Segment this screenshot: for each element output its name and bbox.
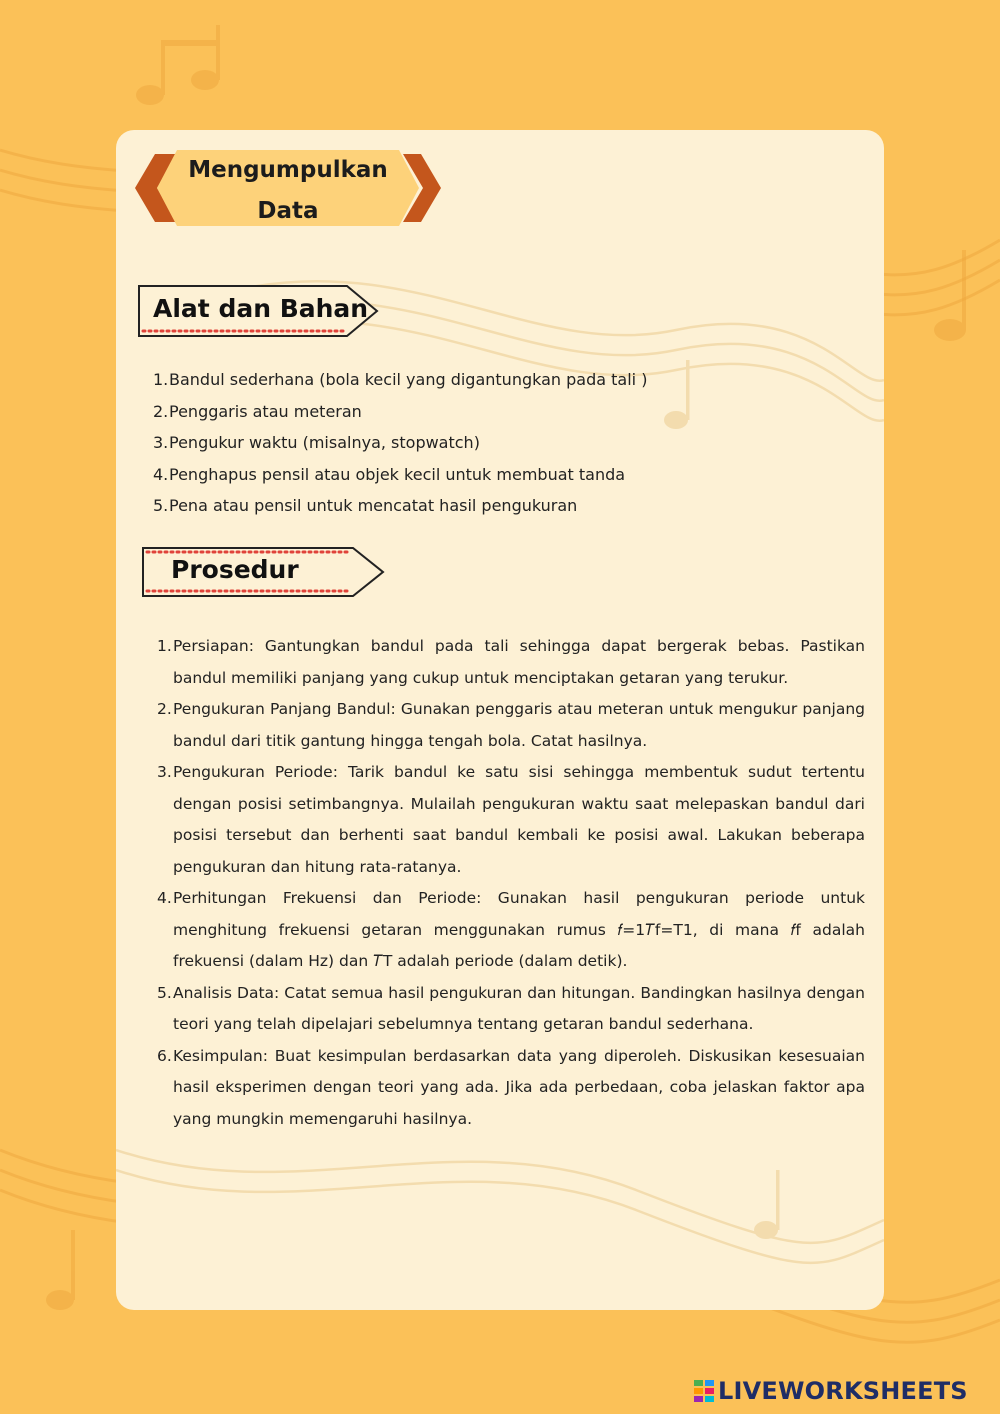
list-item: 5.Pena atau pensil untuk mencatat hasil pengukuran — [153, 496, 578, 515]
prosedur-heading: Prosedur — [171, 555, 299, 584]
list-item: 6. Kesimpulan: Buat kesimpulan berdasarkan data yang diperoleh. Diskusikan kesesuaian hasil eksperimen dengan teori yang ada. Jika ada perbedaan, coba jelaskan faktor apa yang mungkin memengaruhi hasilnya. — [157, 1046, 865, 1128]
liveworksheets-brand: LIVEWORKSHEETS — [718, 1377, 968, 1405]
list-item: 1.Bandul sederhana (bola kecil yang digantungkan pada tali ) — [153, 370, 648, 389]
prosedur-label — [141, 546, 385, 598]
list-item: 2. Pengukuran Panjang Bandul: Gunakan penggaris atau meteran untuk mengukur panjang bandul dari titik gantung hingga tengah bola. Catat hasilnya. — [157, 700, 865, 750]
title-line-1: Mengumpulkan — [188, 157, 388, 183]
alat-bahan-heading: Alat dan Bahan — [153, 294, 369, 323]
list-item: 3.Pengukur waktu (misalnya, stopwatch) — [153, 433, 480, 452]
list-item: 5. Analisis Data: Catat semua hasil pengukuran dan hitungan. Bandingkan hasilnya dengan teori yang telah dipelajari sebelumnya tentang getaran bandul sederhana. — [157, 983, 865, 1033]
list-item: 3. Pengukuran Periode: Tarik bandul ke satu sisi sehingga membentuk sudut tertentu dengan posisi setimbangnya. Mulailah pengukuran waktu saat melepaskan bandul dari posisi tersebut dan berhenti saat bandul kembali ke posisi awal. Lakukan beberapa pengukuran dan hitung rata-ratanya. — [157, 763, 865, 876]
list-item: 2.Penggaris atau meteran — [153, 401, 362, 421]
prosedur-list — [157, 631, 865, 1135]
list-item: 4.Penghapus pensil atau objek kecil untuk membuat tanda — [153, 464, 626, 484]
alat-bahan-list — [153, 364, 753, 522]
liveworksheets-logo-icon — [694, 1380, 714, 1402]
alat-bahan-label — [137, 284, 379, 338]
liveworksheets-logo[interactable] — [694, 1376, 968, 1406]
section-title — [168, 150, 408, 232]
list-item: 1. Persiapan: Gantungkan bandul pada tali sehingga dapat bergerak bebas. Pastikan bandul memiliki panjang yang cukup untuk menciptakan getaran yang terukur. — [157, 637, 865, 687]
title-line-2: Data — [257, 198, 319, 224]
list-item: 4. Perhitungan Frekuensi dan Periode: Gunakan hasil pengukuran periode untuk menghitung frekuensi getaran menggunakan rumus 𝑓=1𝑇f=T1, di mana 𝑓f adalah frekuensi (dalam Hz) dan 𝑇T adalah periode (dalam detik). — [157, 889, 865, 970]
